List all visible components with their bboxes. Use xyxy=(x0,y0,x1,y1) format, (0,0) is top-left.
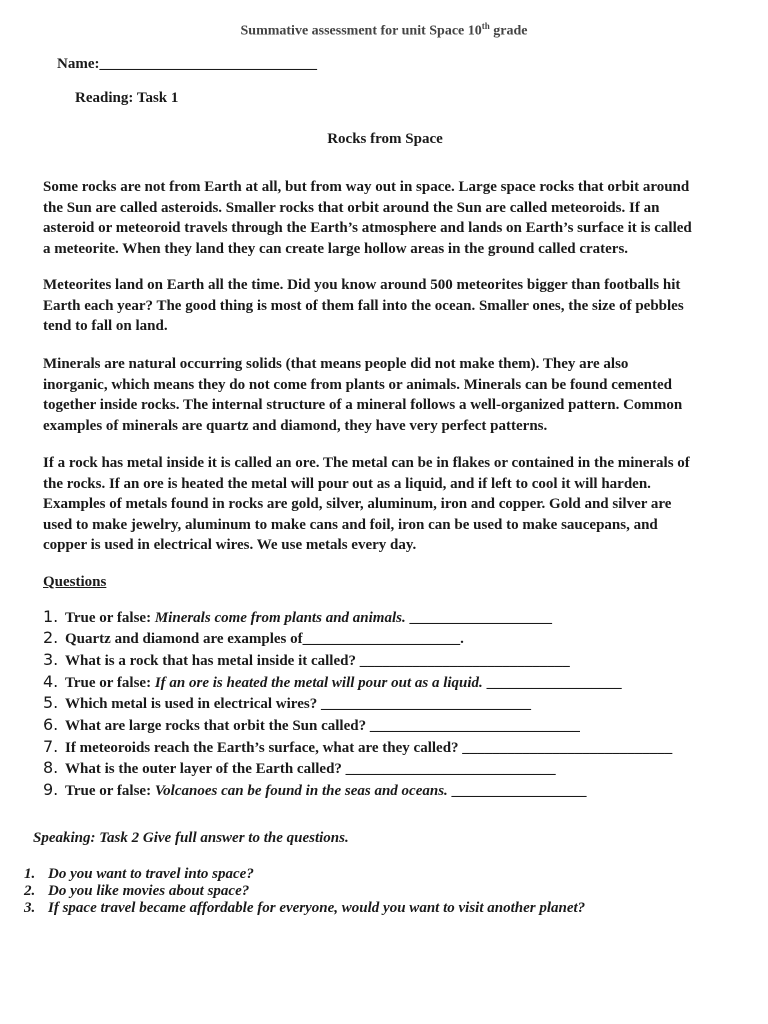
question-italic: If an ore is heated the metal will pour out as a liquid. xyxy=(154,675,483,691)
paragraph-line: If a rock has metal inside it is called an ore. The metal can be in flakes or contained in the minerals of xyxy=(43,455,690,471)
answer-blank[interactable]: ____________________________ xyxy=(369,718,580,734)
paragraph-2 xyxy=(43,275,733,337)
paragraph-line: asteroid or meteoroid travels through the Earth’s atmosphere and lands on Earth’s surface it is called xyxy=(43,220,692,236)
paragraph-line: used to make jewelry, aluminum to make cans and foil, iron can be used to make saucepans, and xyxy=(43,516,658,533)
question-text: True or false: xyxy=(65,783,155,799)
speaking-item xyxy=(24,899,585,917)
paragraph-line: copper is used in electrical wires. We use metals every day. xyxy=(43,537,417,553)
question-text: What are large rocks that orbit the Sun called? xyxy=(65,718,370,734)
speaking-text: Do you want to travel into space? xyxy=(48,866,254,882)
answer-blank[interactable]: ___________________ xyxy=(405,610,552,626)
paragraph-line: tend to fall on land. xyxy=(43,318,168,334)
questions-heading: Questions xyxy=(43,574,107,590)
paragraph-3 xyxy=(43,354,733,436)
paragraph-4 xyxy=(43,453,733,556)
title-main: Summative assessment for unit Space 10 xyxy=(240,23,482,39)
answer-blank[interactable]: ____________________________ xyxy=(345,761,556,777)
question-item xyxy=(43,627,464,648)
question-item xyxy=(43,692,531,713)
task1-label: Reading: Task 1 xyxy=(75,90,179,106)
question-item xyxy=(43,671,622,692)
question-number: 9. xyxy=(43,780,59,799)
name-field[interactable]: Name:_____________________________ xyxy=(57,56,317,72)
answer-blank[interactable]: _____________________. xyxy=(302,631,464,647)
question-number: 6. xyxy=(43,715,59,734)
question-number: 8. xyxy=(43,758,59,777)
question-item xyxy=(43,779,587,800)
answer-blank[interactable]: ____________________________ xyxy=(462,740,673,756)
paragraph-line: the Sun are called asteroids. Smaller rocks that orbit around the Sun are called meteoroids. If an xyxy=(43,199,660,216)
paragraph-line: inorganic, which means they do not come from plants or animals. Minerals can be found cemented xyxy=(43,376,673,393)
reading-heading: Rocks from Space xyxy=(327,131,443,147)
answer-blank[interactable]: __________________ xyxy=(482,675,622,691)
paragraph-line: Earth each year? The good thing is most of them fall into the ocean. Smaller ones, the size of pebbles xyxy=(43,297,684,314)
question-text: Quartz and diamond are examples of xyxy=(65,631,303,647)
speaking-text: Do you like movies about space? xyxy=(48,883,250,899)
question-number: 7. xyxy=(43,737,59,756)
question-item xyxy=(43,736,672,757)
title-superscript: th xyxy=(481,21,490,31)
question-text: What is the outer layer of the Earth called? xyxy=(65,761,346,777)
speaking-text: If space travel became affordable for everyone, would you want to visit another planet? xyxy=(48,900,586,916)
answer-blank[interactable]: __________________ xyxy=(447,783,587,799)
speaking-number: 2. xyxy=(24,883,36,899)
title-end: grade xyxy=(489,23,528,39)
question-italic: Volcanoes can be found in the seas and oceans. xyxy=(154,783,448,799)
answer-blank[interactable]: ____________________________ xyxy=(359,653,570,669)
paragraph-line: the rocks. If an ore is heated the metal will pour out as a liquid, and if left to cool it will harden. xyxy=(43,475,651,492)
question-number: 3. xyxy=(43,650,59,669)
paragraph-line: Minerals are natural occurring solids (that means people did not make them). They are also xyxy=(43,356,629,372)
question-number: 1. xyxy=(43,607,59,626)
question-item xyxy=(43,649,570,670)
paragraph-line: examples of minerals are quartz and diamond, they have very perfect patterns. xyxy=(43,417,548,434)
question-text: If meteoroids reach the Earth’s surface, what are they called? xyxy=(65,740,463,756)
question-number: 5. xyxy=(43,693,59,712)
question-text: Which metal is used in electrical wires? xyxy=(65,696,321,712)
document-title xyxy=(0,21,768,40)
question-number: 4. xyxy=(43,672,59,691)
question-item xyxy=(43,757,556,778)
paragraph-line: together inside rocks. The internal structure of a mineral follows a well-organized pattern. Common xyxy=(43,397,683,413)
paragraph-1 xyxy=(43,177,733,259)
question-italic: Minerals come from plants and animals. xyxy=(154,610,406,626)
paragraph-line: Some rocks are not from Earth at all, but from way out in space. Large space rocks that orbit around xyxy=(43,179,690,195)
speaking-heading: Speaking: Task 2 Give full answer to the questions. xyxy=(33,830,349,846)
question-item xyxy=(43,714,580,735)
question-text: True or false: xyxy=(65,610,155,626)
answer-blank[interactable]: ____________________________ xyxy=(320,696,531,712)
question-text: True or false: xyxy=(65,675,155,691)
paragraph-line: Meteorites land on Earth all the time. Did you know around 500 meteorites bigger than footballs hit xyxy=(43,277,681,293)
question-number: 2. xyxy=(43,628,59,647)
question-text: What is a rock that has metal inside it called? xyxy=(65,653,360,669)
speaking-item xyxy=(24,865,254,883)
paragraph-line: Examples of metals found in rocks are gold, silver, aluminum, iron and copper. Gold and silver are xyxy=(43,496,672,512)
speaking-number: 3. xyxy=(24,900,36,916)
speaking-number: 1. xyxy=(24,866,36,882)
speaking-item xyxy=(24,882,249,900)
paragraph-line: a meteorite. When they land they can create large hollow areas in the ground called craters. xyxy=(43,240,629,257)
question-item xyxy=(43,606,552,627)
